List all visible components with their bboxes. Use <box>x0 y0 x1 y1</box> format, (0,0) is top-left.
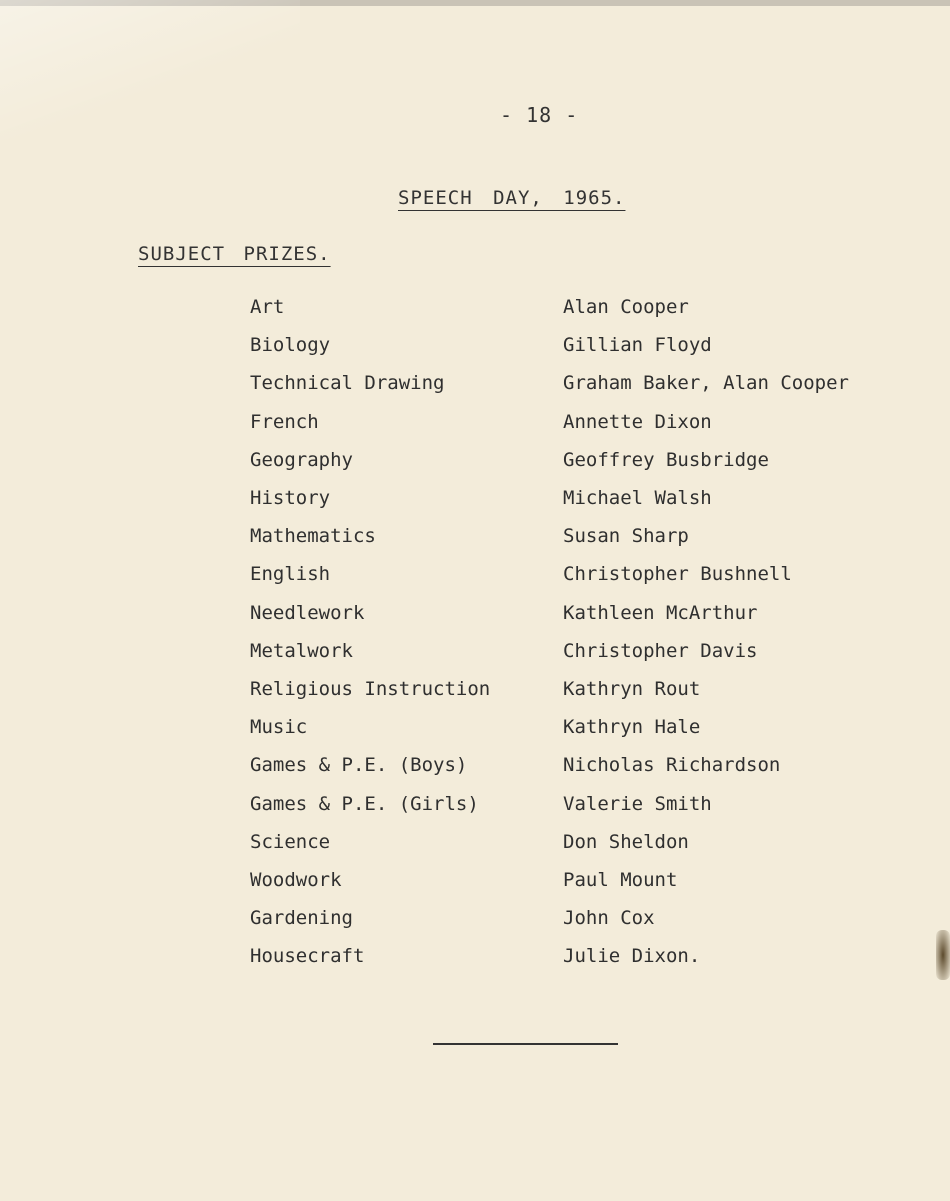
prize-subject: Games & P.E. (Boys) <box>250 754 468 777</box>
prize-row <box>0 678 950 708</box>
prize-row <box>0 754 950 784</box>
prize-winner: Annette Dixon <box>563 410 712 433</box>
prize-subject: Music <box>250 716 308 739</box>
prize-subject: Geography <box>250 448 353 471</box>
section-heading: SUBJECT PRIZES. <box>138 243 331 265</box>
prize-winner: Alan Cooper <box>563 296 689 318</box>
prize-row <box>0 831 950 861</box>
prize-winner: Nicholas Richardson <box>563 754 781 777</box>
prize-winner: Valerie Smith <box>563 792 712 815</box>
prize-subject: French <box>250 410 319 433</box>
prize-winner: Christopher Bushnell <box>563 563 792 586</box>
prize-row <box>0 945 950 975</box>
prize-row <box>0 334 950 364</box>
prize-row <box>0 907 950 937</box>
prize-winner: Kathryn Rout <box>563 678 701 700</box>
prize-subject: Games & P.E. (Girls) <box>250 792 479 815</box>
prize-row <box>0 296 950 326</box>
prize-subject: Woodwork <box>250 869 342 891</box>
prize-subject: English <box>250 563 331 586</box>
prize-row <box>0 525 950 555</box>
prize-winner: Paul Mount <box>563 869 678 891</box>
prize-subject: Housecraft <box>250 945 365 968</box>
paper-fold-shading <box>0 0 300 140</box>
prize-subject: Art <box>250 296 285 318</box>
prize-winner: Christopher Davis <box>563 639 758 662</box>
prize-row <box>0 372 950 402</box>
prize-winner: Julie Dixon. <box>563 945 701 968</box>
page-title: SPEECH DAY, 1965. <box>398 187 626 209</box>
prize-row <box>0 449 950 479</box>
end-rule <box>433 1043 618 1045</box>
prize-row <box>0 793 950 823</box>
prize-subject: Gardening <box>250 907 353 930</box>
prize-row <box>0 487 950 517</box>
prize-row <box>0 869 950 899</box>
prize-winner: Susan Sharp <box>563 525 689 548</box>
prize-winner: Don Sheldon <box>563 830 689 853</box>
prize-winner: Kathryn Hale <box>563 716 701 739</box>
prize-subject: Biology <box>250 334 331 357</box>
prize-winner: John Cox <box>563 907 655 930</box>
prize-subject: Technical Drawing <box>250 372 445 395</box>
prize-row <box>0 716 950 746</box>
page-number: - 18 - <box>500 103 579 127</box>
prize-winner: Graham Baker, Alan Cooper <box>563 372 849 395</box>
prize-subject: Mathematics <box>250 525 376 548</box>
prize-row <box>0 411 950 441</box>
prize-winner: Geoffrey Busbridge <box>563 448 769 471</box>
prize-subject: Religious Instruction <box>250 678 491 700</box>
prize-subject: Needlework <box>250 601 365 624</box>
prize-row <box>0 602 950 632</box>
prize-winner: Kathleen McArthur <box>563 601 758 624</box>
prize-subject: Metalwork <box>250 639 353 662</box>
prize-subject: History <box>250 487 331 509</box>
prize-row <box>0 563 950 593</box>
prize-winner: Michael Walsh <box>563 487 712 509</box>
prize-subject: Science <box>250 830 331 853</box>
prize-winner: Gillian Floyd <box>563 334 712 357</box>
prize-row <box>0 640 950 670</box>
